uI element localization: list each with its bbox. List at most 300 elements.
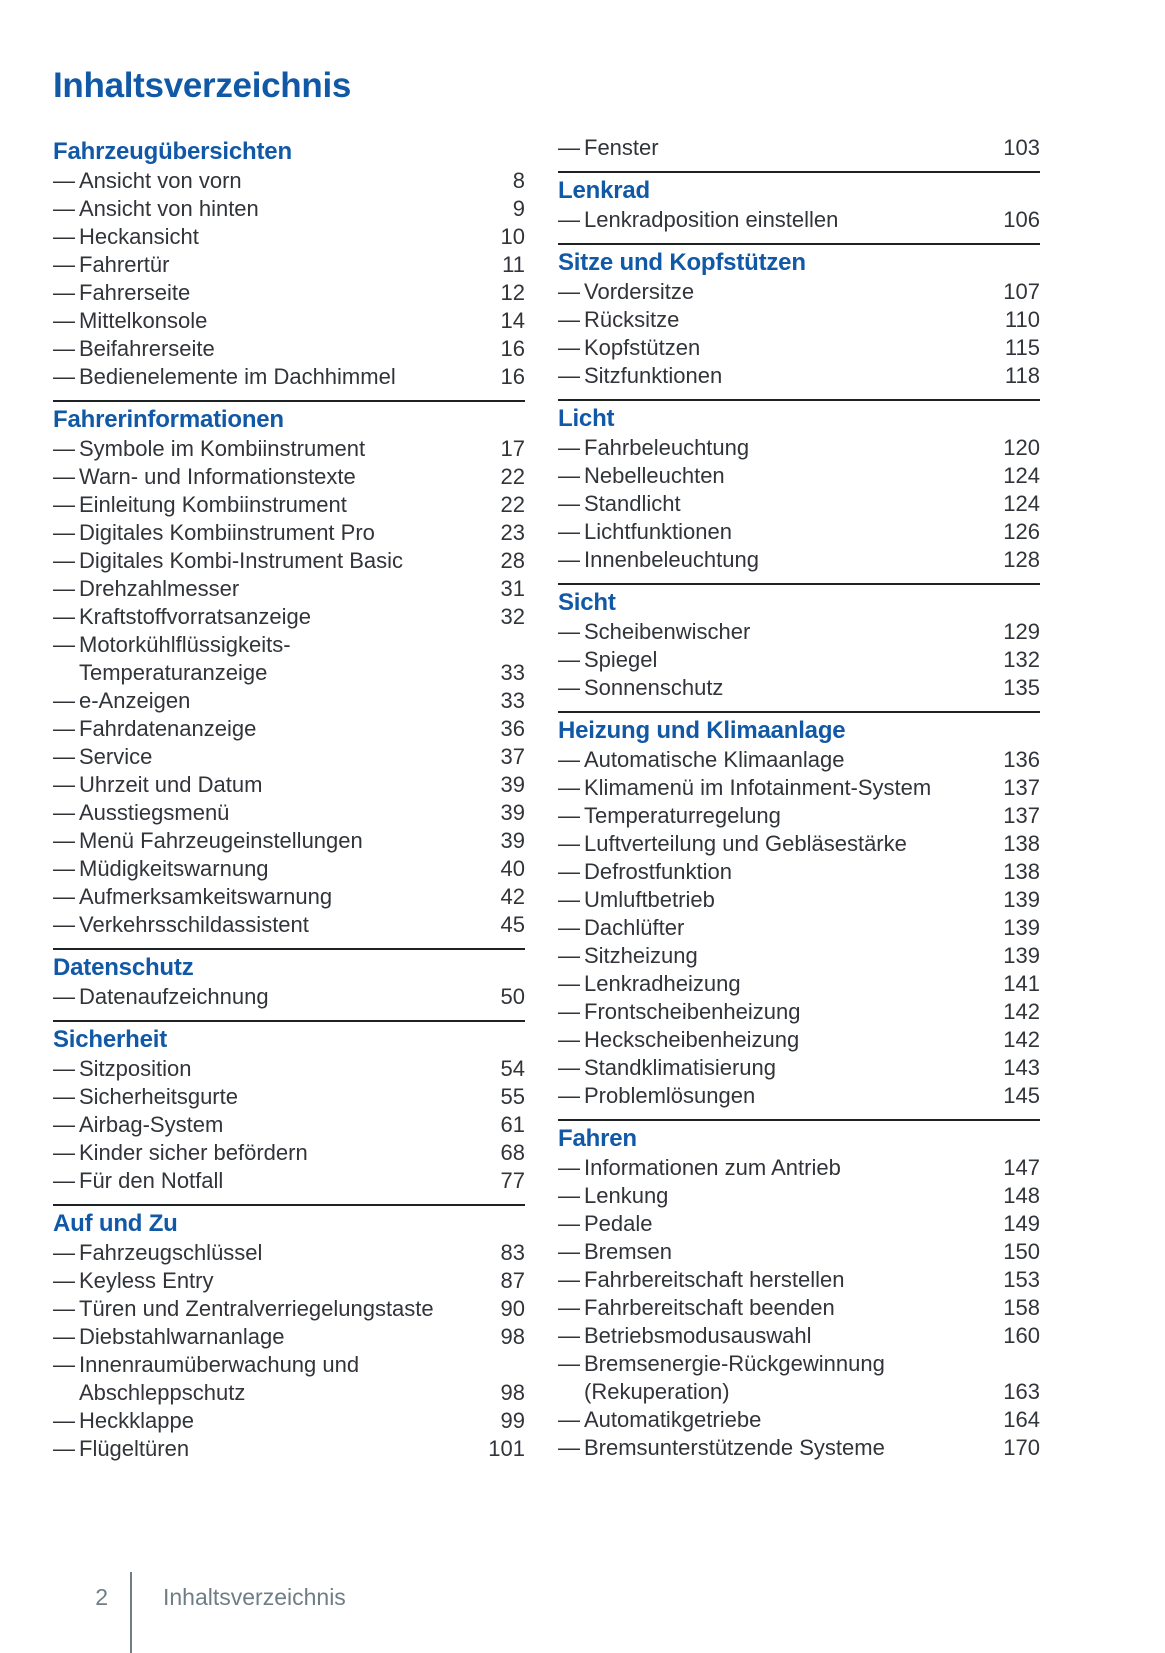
entry-label-line: Fahrbereitschaft herstellen — [584, 1267, 845, 1292]
toc-entry[interactable] — [53, 855, 525, 883]
toc-entry[interactable] — [558, 1154, 1040, 1182]
entry-label — [79, 463, 481, 491]
entry-label-line: Mittelkonsole — [79, 308, 208, 333]
entry-label — [584, 1266, 996, 1294]
entry-page-number: 115 — [1004, 335, 1040, 360]
entry-label-line: Fahrbereitschaft beenden — [584, 1295, 835, 1320]
entry-label — [79, 1435, 481, 1463]
entry-label — [584, 1322, 996, 1350]
entry-page-number: 31 — [500, 576, 525, 601]
entry-label-line: Defrostfunktion — [584, 859, 732, 884]
entry-page-number: 103 — [1003, 135, 1040, 160]
entry-dash: — — [53, 1056, 75, 1081]
entry-label-line: Service — [79, 744, 153, 769]
entry-dash: — — [558, 1435, 580, 1460]
entry-label — [79, 519, 481, 547]
toc-entry[interactable] — [558, 1266, 1040, 1294]
entry-page-number: 45 — [500, 912, 525, 937]
entry-dash: — — [53, 1296, 75, 1321]
toc-entry[interactable] — [558, 1054, 1040, 1082]
entry-dash: — — [53, 548, 75, 573]
entry-label-line: Aufmerksamkeitswarnung — [79, 884, 333, 909]
entry-label-line: Airbag-System — [79, 1112, 224, 1137]
entry-page-number: 90 — [500, 1296, 525, 1321]
toc-column-right — [558, 134, 1040, 1462]
toc-entry[interactable] — [53, 1055, 525, 1083]
entry-label — [584, 746, 996, 774]
toc-entry[interactable] — [558, 518, 1040, 546]
entry-dash: — — [53, 984, 75, 1009]
entry-label-line: Fahrzeugschlüssel — [79, 1240, 263, 1265]
entry-dash: — — [558, 1155, 580, 1180]
entry-label-line: Flügeltüren — [79, 1436, 190, 1461]
entry-label-line: Verkehrsschildassistent — [79, 912, 309, 937]
entry-page-number: 163 — [1003, 1379, 1040, 1404]
entry-label-line: Sonnenschutz — [584, 675, 724, 700]
entry-label-line: Warn- und Informationstexte — [79, 464, 356, 489]
entry-page-number: 148 — [1003, 1183, 1040, 1208]
entry-page-number: 99 — [500, 1408, 525, 1433]
entry-page-number: 33 — [500, 660, 525, 685]
entry-label — [584, 1182, 996, 1210]
entry-label-line: Heckansicht — [79, 224, 199, 249]
footer-label: Inhaltsverzeichnis — [163, 1584, 346, 1610]
entry-dash: — — [558, 1351, 580, 1376]
entry-label — [79, 911, 481, 939]
toc-entry[interactable] — [53, 1111, 525, 1139]
entry-page-number: 135 — [1003, 675, 1040, 700]
entry-dash: — — [558, 1239, 580, 1264]
toc-entry[interactable] — [558, 434, 1040, 462]
toc-entry[interactable] — [558, 490, 1040, 518]
toc-entry[interactable] — [558, 1322, 1040, 1350]
toc-entry[interactable] — [53, 435, 525, 463]
entry-page-number: 16 — [500, 364, 525, 389]
entry-dash: — — [53, 168, 75, 193]
entry-label — [584, 334, 996, 362]
entry-label — [79, 223, 481, 251]
toc-entry[interactable] — [558, 134, 1040, 162]
entry-dash: — — [53, 632, 75, 657]
toc-entry[interactable] — [53, 911, 525, 939]
entry-label — [79, 883, 481, 911]
entry-page-number: 77 — [500, 1168, 525, 1193]
entry-page-number: 40 — [500, 856, 525, 881]
entry-page-number: 23 — [500, 520, 525, 545]
entry-page-number: 22 — [500, 492, 525, 517]
entry-label-line: Sitzfunktionen — [584, 363, 723, 388]
entry-label — [79, 575, 481, 603]
toc-entry[interactable] — [53, 983, 525, 1011]
entry-page-number: 39 — [500, 828, 525, 853]
entry-page-number: 139 — [1003, 943, 1040, 968]
entry-dash: — — [558, 803, 580, 828]
toc-entry[interactable] — [558, 774, 1040, 802]
entry-label-line: Problemlösungen — [584, 1083, 756, 1108]
toc-entry[interactable] — [53, 279, 525, 307]
entry-label — [79, 799, 481, 827]
toc-entry[interactable] — [558, 998, 1040, 1026]
toc-entry[interactable] — [53, 603, 525, 631]
entry-label — [584, 1238, 996, 1266]
entry-label — [584, 774, 996, 802]
entry-dash: — — [53, 436, 75, 461]
entry-label-line: Fahrertür — [79, 252, 170, 277]
entry-label — [79, 603, 481, 631]
entry-label — [79, 687, 481, 715]
entry-label-line: Lenkradposition einstellen — [584, 207, 839, 232]
entry-label — [79, 335, 481, 363]
entry-page-number: 12 — [500, 280, 525, 305]
entry-label — [79, 279, 481, 307]
toc-entry[interactable] — [558, 362, 1040, 390]
toc-entry[interactable] — [53, 463, 525, 491]
entry-label — [79, 1055, 481, 1083]
entry-label — [584, 206, 996, 234]
toc-entry[interactable] — [558, 1406, 1040, 1434]
toc-entry[interactable] — [558, 306, 1040, 334]
entry-label-line: Bremsenergie-Rückgewinnung — [584, 1351, 885, 1376]
entry-label — [584, 1350, 996, 1406]
entry-dash: — — [558, 135, 580, 160]
entry-label — [79, 1323, 481, 1351]
entry-label — [584, 970, 996, 998]
entry-page-number: 39 — [500, 800, 525, 825]
entry-label-line: Standlicht — [584, 491, 681, 516]
toc-entry[interactable] — [53, 519, 525, 547]
entry-dash: — — [53, 1436, 75, 1461]
entry-page-number: 141 — [1003, 971, 1040, 996]
entry-dash: — — [53, 772, 75, 797]
toc-entry[interactable] — [53, 363, 525, 391]
toc-entry[interactable] — [558, 886, 1040, 914]
entry-page-number: 11 — [502, 252, 525, 277]
toc-entry[interactable] — [558, 1182, 1040, 1210]
entry-dash: — — [53, 1140, 75, 1165]
entry-label — [79, 1239, 481, 1267]
entry-page-number: 33 — [500, 688, 525, 713]
entry-label-line: Sitzheizung — [584, 943, 698, 968]
toc-entry[interactable] — [558, 278, 1040, 306]
entry-label-line: Abschleppschutz — [79, 1380, 246, 1405]
entry-page-number: 110 — [1004, 307, 1040, 332]
entry-label-line: Bremsunterstützende Systeme — [584, 1435, 885, 1460]
entry-dash: — — [53, 576, 75, 601]
toc-entry[interactable] — [558, 206, 1040, 234]
section-heading: Heizung und Klimaanlage — [558, 717, 846, 744]
entry-dash: — — [558, 647, 580, 672]
entry-label — [584, 1054, 996, 1082]
entry-label-line: Kopfstützen — [584, 335, 701, 360]
toc-columns — [53, 134, 1165, 1463]
entry-label — [79, 631, 481, 687]
entry-dash: — — [53, 828, 75, 853]
entry-label-line: Scheibenwischer — [584, 619, 751, 644]
toc-entry[interactable] — [53, 491, 525, 519]
entry-page-number: 147 — [1003, 1155, 1040, 1180]
toc-entry[interactable] — [53, 307, 525, 335]
toc-entry[interactable] — [558, 830, 1040, 858]
entry-page-number: 136 — [1003, 747, 1040, 772]
entry-label-line: Betriebsmodusauswahl — [584, 1323, 812, 1348]
toc-entry[interactable] — [558, 1210, 1040, 1238]
entry-page-number: 149 — [1003, 1211, 1040, 1236]
toc-entry[interactable] — [53, 251, 525, 279]
entry-page-number: 54 — [500, 1056, 525, 1081]
entry-dash: — — [53, 604, 75, 629]
entry-dash: — — [53, 744, 75, 769]
toc-entry[interactable] — [53, 167, 525, 195]
entry-page-number: 124 — [1003, 463, 1040, 488]
toc-entry[interactable] — [558, 334, 1040, 362]
entry-label-line: Automatikgetriebe — [584, 1407, 762, 1432]
toc-entry[interactable] — [53, 827, 525, 855]
entry-label — [79, 491, 481, 519]
entry-dash: — — [558, 1323, 580, 1348]
entry-label-line: Spiegel — [584, 647, 658, 672]
toc-entry[interactable] — [53, 335, 525, 363]
entry-dash: — — [558, 279, 580, 304]
entry-page-number: 68 — [500, 1140, 525, 1165]
toc-entry[interactable] — [558, 914, 1040, 942]
entry-label — [584, 618, 996, 646]
entry-page-number: 37 — [500, 744, 525, 769]
entry-label — [584, 434, 996, 462]
entry-label — [584, 858, 996, 886]
entry-page-number: 55 — [500, 1084, 525, 1109]
toc-entry[interactable] — [558, 646, 1040, 674]
section-heading: Licht — [558, 405, 615, 432]
entry-dash: — — [558, 943, 580, 968]
entry-label — [79, 435, 481, 463]
entry-label — [584, 1026, 996, 1054]
entry-dash: — — [53, 1408, 75, 1433]
entry-dash: — — [53, 1112, 75, 1137]
entry-label-line: Ansicht von vorn — [79, 168, 242, 193]
toc-entry[interactable] — [53, 1323, 525, 1351]
toc-entry[interactable] — [53, 1435, 525, 1463]
entry-dash: — — [558, 971, 580, 996]
entry-page-number: 42 — [500, 884, 525, 909]
entry-page-number: 160 — [1003, 1323, 1040, 1348]
entry-page-number: 98 — [500, 1380, 525, 1405]
toc-entry[interactable] — [53, 1239, 525, 1267]
toc-entry[interactable] — [558, 674, 1040, 702]
entry-label — [79, 1295, 481, 1323]
toc-entry[interactable] — [53, 631, 525, 687]
entry-page-number: 139 — [1003, 915, 1040, 940]
entry-page-number: 153 — [1003, 1267, 1040, 1292]
toc-entry[interactable] — [53, 1267, 525, 1295]
section-heading: Fahrzeugübersichten — [53, 138, 292, 165]
entry-page-number: 107 — [1003, 279, 1040, 304]
entry-label — [584, 942, 996, 970]
section-heading: Sicherheit — [53, 1026, 168, 1053]
toc-entry[interactable] — [53, 223, 525, 251]
entry-label — [79, 1407, 481, 1435]
entry-label-line: Nebelleuchten — [584, 463, 725, 488]
entry-dash: — — [53, 1324, 75, 1349]
entry-label-line: Pedale — [584, 1211, 653, 1236]
entry-page-number: 126 — [1003, 519, 1040, 544]
toc-entry[interactable] — [53, 771, 525, 799]
section-divider — [53, 948, 525, 950]
entry-page-number: 170 — [1003, 1435, 1040, 1460]
entry-label-line: Frontscheibenheizung — [584, 999, 801, 1024]
section-heading: Sicht — [558, 589, 616, 616]
toc-entry[interactable] — [558, 546, 1040, 574]
entry-page-number: 8 — [512, 168, 525, 193]
entry-dash: — — [558, 307, 580, 332]
entry-label — [79, 1083, 481, 1111]
entry-label — [79, 195, 481, 223]
toc-entry[interactable] — [53, 743, 525, 771]
footer-divider — [130, 1572, 132, 1653]
entry-label — [584, 278, 996, 306]
toc-entry[interactable] — [53, 1351, 525, 1407]
entry-label-line: Beifahrerseite — [79, 336, 215, 361]
entry-dash: — — [53, 1352, 75, 1377]
toc-entry[interactable] — [53, 1083, 525, 1111]
toc-entry[interactable] — [53, 547, 525, 575]
entry-label — [79, 983, 481, 1011]
toc-entry[interactable] — [53, 687, 525, 715]
entry-label — [79, 1351, 481, 1407]
toc-entry[interactable] — [558, 1026, 1040, 1054]
entry-page-number: 120 — [1003, 435, 1040, 460]
entry-label-line: Lenkradheizung — [584, 971, 741, 996]
section-divider — [558, 243, 1040, 245]
footer-page-number: 2 — [95, 1584, 108, 1610]
entry-label — [79, 771, 481, 799]
entry-label-line: Klimamenü im Infotainment-System — [584, 775, 932, 800]
entry-page-number: 128 — [1003, 547, 1040, 572]
section-heading: Datenschutz — [53, 954, 194, 981]
entry-dash: — — [558, 207, 580, 232]
entry-label — [79, 363, 481, 391]
entry-label-line: Heckklappe — [79, 1408, 194, 1433]
entry-page-number: 145 — [1003, 1083, 1040, 1108]
entry-dash: — — [558, 887, 580, 912]
entry-label-line: Digitales Kombi-Instrument Basic — [79, 548, 404, 573]
entry-label-line: Ausstiegsmenü — [79, 800, 230, 825]
entry-dash: — — [53, 364, 75, 389]
entry-page-number: 16 — [500, 336, 525, 361]
entry-label-line: e-Anzeigen — [79, 688, 191, 713]
entry-dash: — — [53, 716, 75, 741]
entry-dash: — — [53, 196, 75, 221]
entry-dash: — — [558, 1183, 580, 1208]
section-divider — [558, 711, 1040, 713]
section-heading: Lenkrad — [558, 177, 650, 204]
entry-dash: — — [53, 280, 75, 305]
section-divider — [53, 1204, 525, 1206]
toc-entry[interactable] — [558, 802, 1040, 830]
toc-entry[interactable] — [558, 970, 1040, 998]
entry-label — [79, 1267, 481, 1295]
entry-page-number: 101 — [488, 1436, 525, 1461]
entry-label — [79, 743, 481, 771]
entry-page-number: 17 — [500, 436, 525, 461]
entry-dash: — — [558, 1083, 580, 1108]
entry-label-line: Bedienelemente im Dachhimmel — [79, 364, 396, 389]
entry-label — [79, 1167, 481, 1195]
entry-dash: — — [558, 619, 580, 644]
toc-entry[interactable] — [558, 746, 1040, 774]
toc-entry[interactable] — [558, 1350, 1040, 1406]
section-divider — [558, 399, 1040, 401]
entry-dash: — — [558, 1267, 580, 1292]
section-heading: Auf und Zu — [53, 1210, 178, 1237]
entry-label — [584, 362, 996, 390]
entry-page-number: 118 — [1004, 363, 1040, 388]
entry-dash: — — [558, 435, 580, 460]
entry-page-number: 10 — [500, 224, 525, 249]
entry-label — [79, 715, 481, 743]
entry-label — [584, 546, 996, 574]
section-heading: Fahrerinformationen — [53, 406, 284, 433]
entry-page-number: 87 — [500, 1268, 525, 1293]
entry-label — [79, 307, 481, 335]
entry-label — [584, 306, 996, 334]
section-heading: Sitze und Kopfstützen — [558, 249, 806, 276]
toc-entry[interactable] — [53, 715, 525, 743]
entry-dash: — — [558, 491, 580, 516]
toc-entry[interactable] — [53, 1407, 525, 1435]
entry-label — [584, 1154, 996, 1182]
toc-entry[interactable] — [558, 1238, 1040, 1266]
toc-entry[interactable] — [53, 799, 525, 827]
entry-page-number: 14 — [500, 308, 525, 333]
toc-entry[interactable] — [53, 195, 525, 223]
toc-entry[interactable] — [558, 942, 1040, 970]
entry-dash: — — [558, 1407, 580, 1432]
entry-page-number: 143 — [1003, 1055, 1040, 1080]
section-divider — [53, 1020, 525, 1022]
entry-label-line: Kinder sicher befördern — [79, 1140, 308, 1165]
entry-label — [584, 1434, 996, 1462]
entry-label-line: Fahrbeleuchtung — [584, 435, 750, 460]
entry-page-number: 22 — [500, 464, 525, 489]
toc-entry[interactable] — [53, 575, 525, 603]
page-footer — [0, 1572, 1165, 1653]
entry-dash: — — [53, 308, 75, 333]
entry-label-line: Einleitung Kombiinstrument — [79, 492, 347, 517]
entry-label — [584, 886, 996, 914]
toc-entry[interactable] — [558, 1082, 1040, 1110]
toc-entry[interactable] — [53, 1139, 525, 1167]
entry-dash: — — [53, 800, 75, 825]
entry-label — [584, 1082, 996, 1110]
toc-entry[interactable] — [558, 1294, 1040, 1322]
entry-label-line: Sitzposition — [79, 1056, 192, 1081]
toc-entry[interactable] — [558, 858, 1040, 886]
entry-label-line: Heckscheibenheizung — [584, 1027, 800, 1052]
entry-page-number: 28 — [500, 548, 525, 573]
entry-label-line: Fahrdatenanzeige — [79, 716, 257, 741]
toc-entry[interactable] — [558, 618, 1040, 646]
entry-page-number: 164 — [1003, 1407, 1040, 1432]
toc-entry[interactable] — [558, 1434, 1040, 1462]
toc-entry[interactable] — [53, 1295, 525, 1323]
toc-entry[interactable] — [558, 462, 1040, 490]
entry-label — [79, 1111, 481, 1139]
entry-dash: — — [53, 336, 75, 361]
entry-label-line: Motorkühlflüssigkeits- — [79, 632, 291, 657]
toc-entry[interactable] — [53, 1167, 525, 1195]
entry-label-line: Vordersitze — [584, 279, 695, 304]
toc-entry[interactable] — [53, 883, 525, 911]
